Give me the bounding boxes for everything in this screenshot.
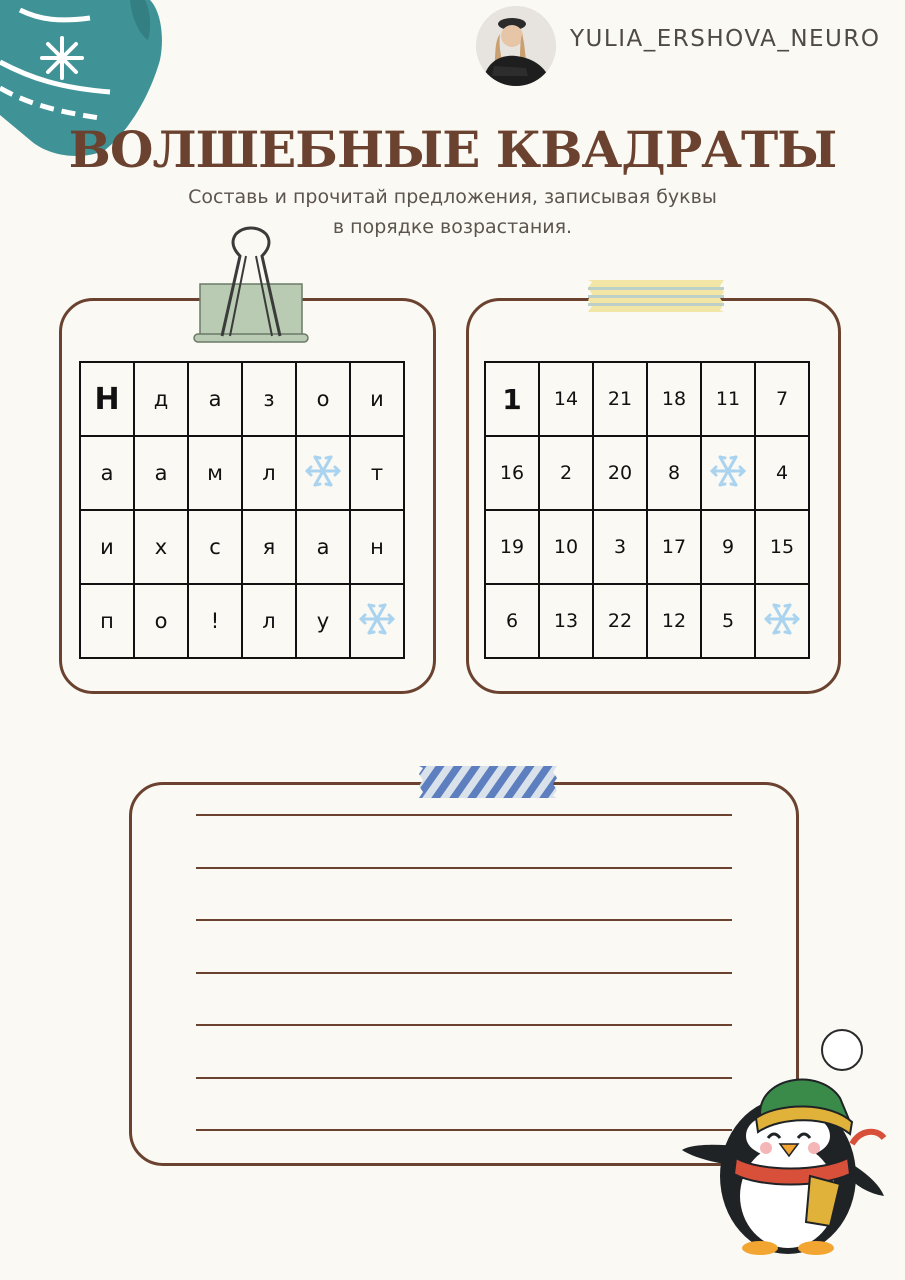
letter-cell: м (188, 436, 242, 510)
letter-cell: у (296, 584, 350, 658)
letter-cell: о (134, 584, 188, 658)
number-cell: 22 (593, 584, 647, 658)
account-username[interactable]: YULIA_ERSHOVA_NEURO (570, 26, 881, 52)
subtitle-line-2: в порядке возрастания. (332, 216, 573, 238)
letter-cell: Н (80, 362, 134, 436)
letter-cell: д (134, 362, 188, 436)
letter-cell: а (80, 436, 134, 510)
letter-cell: х (134, 510, 188, 584)
number-cell: 17 (647, 510, 701, 584)
snowflake-icon (350, 584, 404, 658)
page-title: ВОЛШЕБНЫЕ КВАДРАТЫ (68, 120, 837, 179)
letter-row (80, 436, 404, 510)
letter-row (80, 584, 404, 658)
penguin-icon (680, 1026, 895, 1256)
number-row (485, 584, 809, 658)
tape-yellow-icon (588, 278, 724, 314)
numbers-grid (484, 361, 810, 659)
number-cell: 3 (593, 510, 647, 584)
answer-line[interactable] (196, 919, 732, 921)
avatar (476, 6, 556, 86)
number-row (485, 436, 809, 510)
letter-cell: л (242, 584, 296, 658)
letters-grid (79, 361, 405, 659)
snowflake-icon (755, 584, 809, 658)
letter-cell: о (296, 362, 350, 436)
number-row (485, 510, 809, 584)
letter-cell: л (242, 436, 296, 510)
number-cell: 6 (485, 584, 539, 658)
letter-cell: ! (188, 584, 242, 658)
tape-blue-icon (419, 764, 557, 800)
number-cell: 9 (701, 510, 755, 584)
number-cell: 16 (485, 436, 539, 510)
letter-cell: я (242, 510, 296, 584)
letter-cell: а (296, 510, 350, 584)
snowflake-icon (701, 436, 755, 510)
number-cell: 20 (593, 436, 647, 510)
number-cell: 5 (701, 584, 755, 658)
number-cell: 15 (755, 510, 809, 584)
subtitle-line-1: Составь и прочитай предложения, записывая буквы (188, 186, 717, 208)
letter-cell: т (350, 436, 404, 510)
binder-clip-icon (190, 226, 312, 348)
letter-row (80, 362, 404, 436)
number-cell: 11 (701, 362, 755, 436)
snowflake-icon (296, 436, 350, 510)
letter-cell: н (350, 510, 404, 584)
answer-line[interactable] (196, 1024, 732, 1026)
number-cell: 14 (539, 362, 593, 436)
number-cell: 7 (755, 362, 809, 436)
letter-cell: а (188, 362, 242, 436)
number-cell: 21 (593, 362, 647, 436)
number-cell: 8 (647, 436, 701, 510)
answer-line[interactable] (196, 972, 732, 974)
answer-line[interactable] (196, 814, 732, 816)
number-cell: 4 (755, 436, 809, 510)
letter-cell: с (188, 510, 242, 584)
letter-row (80, 510, 404, 584)
number-cell: 18 (647, 362, 701, 436)
letter-cell: а (134, 436, 188, 510)
letter-cell: и (80, 510, 134, 584)
letter-cell: з (242, 362, 296, 436)
answer-line[interactable] (196, 867, 732, 869)
number-cell: 19 (485, 510, 539, 584)
number-row (485, 362, 809, 436)
answer-line[interactable] (196, 1077, 732, 1079)
letter-cell: п (80, 584, 134, 658)
letter-cell: и (350, 362, 404, 436)
answer-line[interactable] (196, 1129, 732, 1131)
number-cell: 1 (485, 362, 539, 436)
number-cell: 10 (539, 510, 593, 584)
number-cell: 2 (539, 436, 593, 510)
number-cell: 13 (539, 584, 593, 658)
number-cell: 12 (647, 584, 701, 658)
